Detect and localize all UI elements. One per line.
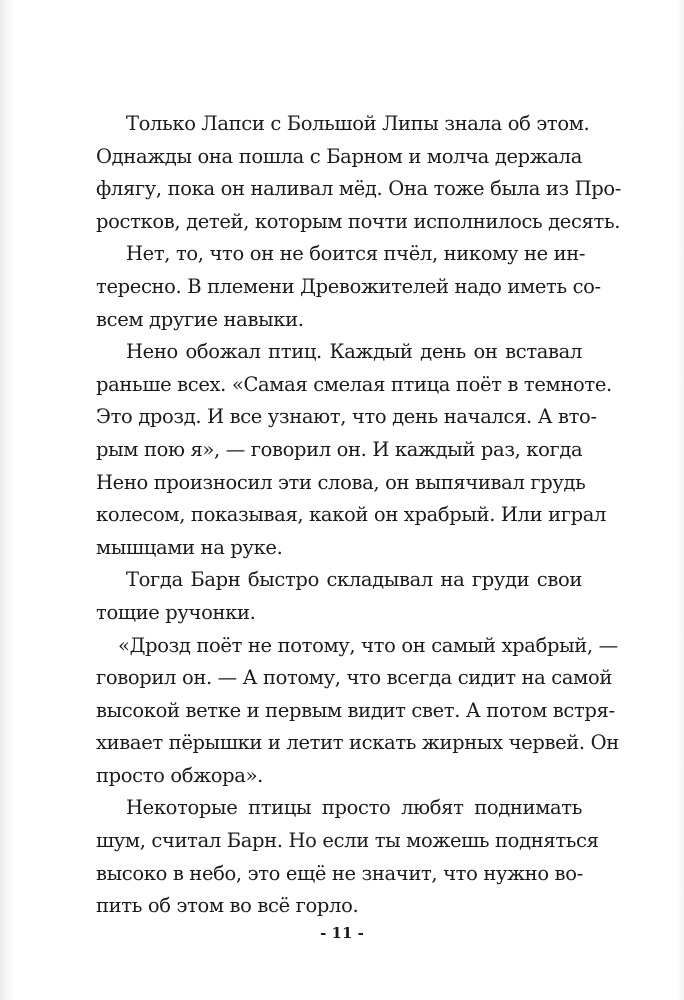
text-line: хивает пёрышки и летит искать жирных червей. Он bbox=[96, 731, 619, 755]
paragraph bbox=[96, 238, 601, 336]
text-line: Только Лапси с Большой Липы знала об этом. bbox=[126, 112, 590, 135]
text-line: тощие ручонки. bbox=[96, 600, 256, 624]
page-number: - 11 - bbox=[320, 924, 364, 942]
text-line: Однажды она пошла с Барном и молча держала bbox=[96, 144, 582, 168]
text-line: мышцами на руке. bbox=[96, 535, 283, 559]
paragraph bbox=[96, 108, 622, 238]
text-line: Нет, то, что он не боится пчёл, никому не ин- bbox=[126, 242, 586, 266]
text-line: тересно. В племени Древожителей надо иметь со- bbox=[96, 274, 601, 298]
body-text bbox=[96, 108, 622, 923]
text-line: пить об этом во всё горло. bbox=[96, 894, 359, 918]
paragraph bbox=[96, 336, 612, 564]
text-line: высоко в небо, это ещё не значит, что нужно во- bbox=[96, 861, 583, 885]
text-line: говорил он. — А потому, что всегда сидит на самой bbox=[96, 666, 612, 690]
text-line: колесом, показывая, какой он храбрый. Или играл bbox=[96, 503, 607, 527]
text-line: ростков, детей, которым почти исполнилось десять. bbox=[96, 209, 621, 233]
text-line: всем другие навыки. bbox=[96, 307, 304, 331]
paragraph bbox=[96, 792, 599, 922]
text-line: Это дрозд. И все узнают, что день начался. А вто- bbox=[96, 405, 597, 429]
text-line: Тогда Барн быстро складывал на груди свои bbox=[126, 568, 582, 592]
text-line: Нено произносил эти слова, он выпячивал грудь bbox=[96, 470, 586, 494]
text-line: Некоторые птицы просто любят поднимать bbox=[126, 796, 582, 820]
text-line: флягу, пока он наливал мёд. Она тоже была из Про- bbox=[96, 177, 622, 201]
page-gutter-shadow bbox=[0, 0, 14, 1000]
text-line: просто обжора». bbox=[96, 763, 264, 787]
page-edge-shadow bbox=[678, 0, 684, 1000]
text-line: высокой ветке и первым видит свет. А потом встря- bbox=[96, 698, 615, 722]
paragraph bbox=[96, 564, 582, 629]
text-line: рым пою я», — говорил он. И каждый раз, когда bbox=[96, 437, 583, 461]
paragraph bbox=[96, 630, 619, 793]
text-line: раньше всех. «Самая смелая птица поёт в темноте. bbox=[96, 372, 612, 396]
text-line: шум, считал Барн. Но если ты можешь подняться bbox=[96, 829, 599, 853]
text-line: «Дрозд поёт не потому, что он самый храбрый, — bbox=[118, 633, 618, 657]
text-line: Нено обожал птиц. Каждый день он вставал bbox=[126, 340, 582, 364]
